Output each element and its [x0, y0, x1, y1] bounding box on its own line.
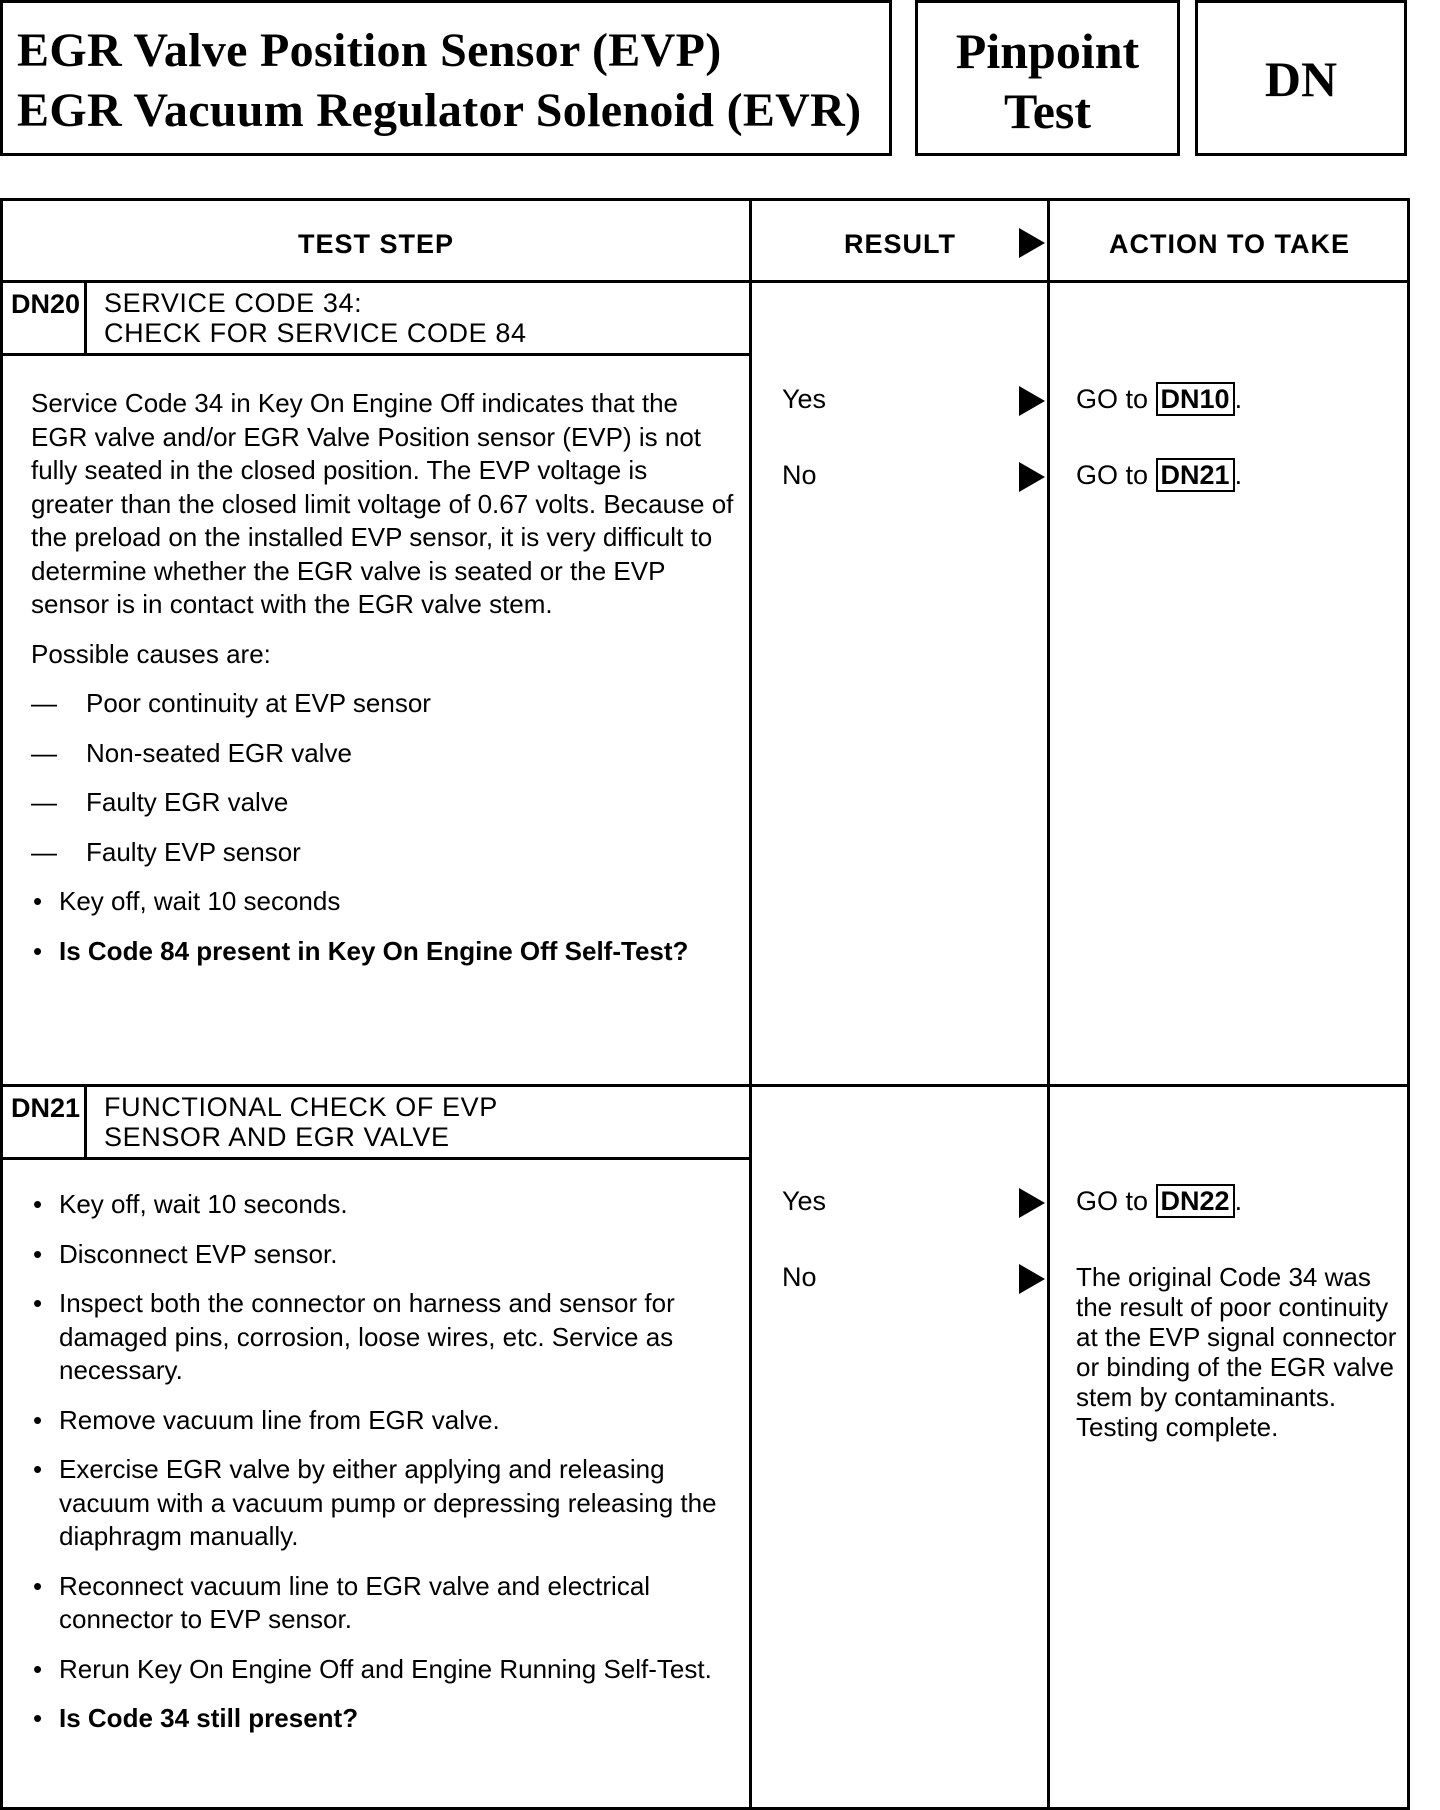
step-title-line: FUNCTIONAL CHECK OF EVP	[104, 1092, 498, 1122]
column-header-result: RESULT	[844, 229, 956, 259]
bullet-icon: •	[33, 1653, 43, 1684]
dash-icon: —	[31, 836, 57, 867]
result-arrow-icon	[1019, 386, 1045, 416]
goto-link-dn21[interactable]: DN21	[1156, 458, 1235, 492]
dash-icon: —	[31, 787, 57, 817]
list-item	[31, 737, 736, 771]
list-item	[31, 786, 736, 820]
action-goto	[1076, 460, 1242, 491]
list-item	[31, 1653, 736, 1687]
goto-prefix: GO to	[1076, 1186, 1149, 1216]
result-yes: Yes	[782, 384, 827, 414]
step-title-line: SENSOR AND EGR VALVE	[104, 1122, 450, 1152]
dash-icon: —	[31, 688, 57, 718]
bullet-icon: •	[33, 1189, 43, 1219]
step-body-dn20	[31, 387, 736, 984]
cause-text: Faulty EVP sensor	[86, 836, 301, 867]
pinpoint-label: Pinpoint	[955, 23, 1140, 79]
bullet-icon: •	[33, 1288, 43, 1318]
causes-label: Possible causes are:	[31, 638, 271, 669]
bullet-icon: •	[33, 935, 43, 966]
result-yes: Yes	[782, 1186, 827, 1216]
list-item	[31, 1702, 736, 1736]
result-arrow-icon	[1019, 228, 1045, 258]
title-box	[0, 0, 892, 156]
test-label: Test	[1003, 83, 1092, 139]
cause-text: Faulty EGR valve	[86, 787, 289, 817]
bullet-icon: •	[33, 1570, 43, 1601]
bullet-text: Rerun Key On Engine Off and Engine Running Self-Test.	[59, 1653, 712, 1684]
list-item	[31, 1404, 736, 1438]
list-item	[31, 1453, 736, 1554]
action-text: The original Code 34 was the result of poor continuity at the EVP signal connector or binding of the EGR valve stem by contaminants. Testing complete.	[1076, 1262, 1397, 1442]
step-title	[104, 288, 527, 348]
bullet-icon: •	[33, 1404, 43, 1435]
goto-suffix: .	[1234, 1186, 1243, 1216]
column-header-test-step: TEST STEP	[297, 229, 455, 259]
bullet-text: Reconnect vacuum line to EGR valve and electrical connector to EVP sensor.	[59, 1570, 651, 1634]
bullet-text: Inspect both the connector on harness and sensor for damaged pins, corrosion, loose wires, etc. Service as necessary.	[59, 1288, 675, 1385]
pinpoint-test-box	[915, 0, 1180, 156]
list-item	[31, 687, 736, 721]
title-line-1: EGR Valve Position Sensor (EVP)	[17, 24, 722, 77]
test-code: DN	[1264, 51, 1338, 107]
step-id: DN21	[3, 1087, 87, 1157]
bullet-icon: •	[33, 886, 43, 916]
list-item	[31, 885, 736, 919]
title-line-2: EGR Vacuum Regulator Solenoid (EVR)	[17, 84, 862, 137]
list-item	[31, 1238, 736, 1272]
list-item	[31, 1570, 736, 1637]
list-item	[31, 935, 736, 969]
test-code-box	[1195, 0, 1407, 156]
cause-text: Non-seated EGR valve	[86, 737, 352, 768]
list-item	[31, 1287, 736, 1388]
step-paragraph: Service Code 34 in Key On Engine Off indicates that the EGR valve and/or EGR Valve Position sensor (EVP) is not fully seated in the closed position. The EVP voltage is greater than the closed limit voltage of 0.67 volts. Because of the preload on the installed EVP sensor, it is very difficult to determine whether the EGR valve is seated or the EVP sensor is in contact with the EGR valve stem.	[31, 388, 734, 619]
step-question: Is Code 84 present in Key On Engine Off Self-Test?	[59, 935, 689, 966]
bullet-icon: •	[33, 1454, 43, 1484]
bullet-icon: •	[33, 1703, 43, 1733]
bullet-text: Key off, wait 10 seconds.	[59, 1189, 348, 1219]
step-body-dn21	[31, 1188, 736, 1752]
column-divider	[1047, 201, 1050, 1807]
list-item	[31, 836, 736, 870]
result-arrow-icon	[1019, 1188, 1045, 1218]
step-header-dn20	[3, 283, 749, 356]
goto-link-dn10[interactable]: DN10	[1156, 382, 1235, 416]
step-title-line: SERVICE CODE 34:	[104, 288, 363, 318]
goto-prefix: GO to	[1076, 384, 1149, 414]
step-header-dn21	[3, 1087, 749, 1160]
goto-suffix: .	[1234, 460, 1243, 490]
result-no: No	[782, 460, 817, 490]
bullet-text: Key off, wait 10 seconds	[59, 886, 341, 916]
step-title-line: CHECK FOR SERVICE CODE 84	[104, 318, 527, 348]
step-title	[104, 1092, 498, 1152]
result-arrow-icon	[1019, 1264, 1045, 1294]
goto-suffix: .	[1234, 384, 1243, 414]
list-item	[31, 1188, 736, 1222]
bullet-text: Disconnect EVP sensor.	[59, 1238, 338, 1269]
bullet-text: Exercise EGR valve by either applying and releasing vacuum with a vacuum pump or depressing releasing the diaphragm manually.	[59, 1454, 717, 1551]
result-no: No	[782, 1262, 817, 1292]
cause-text: Poor continuity at EVP sensor	[86, 688, 431, 718]
action-goto	[1076, 1186, 1242, 1217]
result-arrow-icon	[1019, 462, 1045, 492]
bullet-icon: •	[33, 1238, 43, 1269]
goto-link-dn22[interactable]: DN22	[1156, 1184, 1235, 1218]
step-question: Is Code 34 still present?	[59, 1703, 359, 1733]
pinpoint-table	[0, 198, 1410, 1810]
column-divider	[749, 201, 752, 1807]
step-id: DN20	[3, 283, 87, 353]
dash-icon: —	[31, 737, 57, 768]
bullet-text: Remove vacuum line from EGR valve.	[59, 1404, 500, 1435]
column-header-action: ACTION TO TAKE	[1109, 229, 1350, 259]
goto-prefix: GO to	[1076, 460, 1149, 490]
action-goto	[1076, 384, 1242, 415]
